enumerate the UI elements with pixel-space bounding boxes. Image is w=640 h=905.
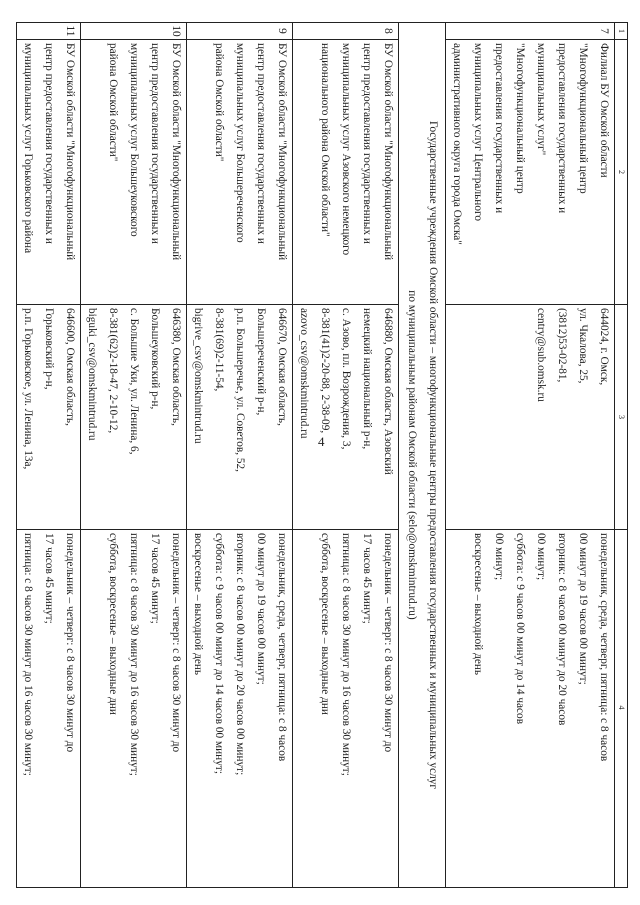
text-line: суббота, воскресенье – выходные дни: [107, 533, 119, 715]
address-contacts: [293, 304, 398, 529]
table-row: [293, 23, 399, 887]
text-line: пятница: с 8 часов 30 минут до 16 часов 30 минут;: [128, 533, 140, 776]
column-number: 1: [617, 29, 626, 33]
text-line: с. Большие Уки, ул. Ленина, 6,: [128, 308, 140, 455]
text-line: района Омской области": [213, 43, 225, 162]
text-line: ул. Чкалова, 25,: [577, 308, 589, 384]
address-contacts: [187, 304, 292, 529]
text-line: административного округа города Омска": [451, 43, 463, 245]
address-contacts: [81, 304, 186, 529]
text-line: 646880, Омская область, Азовский: [382, 308, 394, 475]
text-line: 00 минут;: [535, 533, 547, 581]
text-line: по муниципальным районам Омской области (selo@omskmintrud.ru): [406, 290, 418, 620]
text-line: 00 минут;: [493, 533, 505, 581]
table-row: [187, 23, 293, 887]
row-number: 10: [170, 25, 182, 37]
text-line: муниципальных услуг Большеуковского: [128, 43, 140, 237]
text-line: центр предоставления государственных и: [43, 43, 55, 244]
text-line: 644024, г. Омск,: [598, 308, 610, 386]
institution-name: [446, 39, 614, 304]
column-number: 4: [615, 529, 627, 885]
text-line: района Омской области": [107, 43, 119, 162]
email-link: bigukі_csv@omskmintrud.ru: [86, 308, 98, 441]
email-link: bigrive_csv@omskmintrud.ru: [192, 308, 204, 444]
text-line: БУ Омской области "Многофункциональный: [276, 43, 288, 261]
text-line: суббота, воскресенье – выходные дни: [319, 533, 331, 715]
text-line: предоставления государственных и: [493, 43, 505, 214]
column-number: 2: [615, 39, 627, 304]
text-line: Горьковский р-н,: [43, 308, 55, 390]
text-line: "Многофункциональный центр: [577, 43, 589, 194]
text-line: "Многофункциональный центр: [514, 43, 526, 194]
column-number: 3: [615, 304, 627, 529]
text-line: (3812)53-02-81,: [556, 308, 568, 383]
text-line: понедельник – четверг: с 8 часов 30 минут до: [170, 533, 182, 753]
rotated-page: [22, 0, 640, 905]
text-line: понедельник – четверг: с 8 часов 30 минут до: [64, 533, 76, 753]
text-line: суббота: с 9 часов 00 минут до 14 часов 00 минут;: [213, 533, 225, 774]
text-line: Большереченский р-н,: [255, 308, 267, 416]
text-line: Филиал БУ Омской области: [598, 43, 610, 178]
page-number: 4: [318, 434, 325, 449]
text-line: 646600, Омская область,: [64, 308, 76, 426]
text-line: центр предоставления государственных и: [255, 43, 267, 244]
institution-name: [81, 39, 186, 304]
text-line: 8-381(69)2-11-54,: [213, 308, 225, 392]
text-line: 646670, Омская область,: [276, 308, 288, 426]
text-line: Государственные учреждения Омской области – многофункциональные центры предоставления государственных и муниципальных услуг: [427, 120, 439, 790]
working-hours: [187, 529, 292, 885]
institution-name: [187, 39, 292, 304]
text-line: муниципальных услуг Большереченского: [234, 43, 246, 243]
text-line: муниципальных услуг Центрального: [472, 43, 484, 221]
email-link: azovo_csv@omskmintrud.ru: [298, 308, 310, 439]
text-line: 00 минут до 19 часов 00 минут;: [255, 533, 267, 685]
text-line: БУ Омской области "Многофункциональный: [170, 43, 182, 261]
text-line: 17 часов 45 минут;: [149, 533, 161, 624]
institution-name: [293, 39, 398, 304]
text-line: 17 часов 45 минут;: [43, 533, 55, 624]
text-line: 17 часов 45 минут;: [361, 533, 373, 624]
working-hours: [81, 529, 186, 885]
text-line: БУ Омской области "Многофункциональный: [382, 43, 394, 261]
text-line: БУ Омской области "Многофункциональный: [64, 43, 76, 261]
text-line: понедельник, среда, четверг, пятница: с 8 часов: [276, 533, 288, 762]
text-line: центр предоставления государственных и: [149, 43, 161, 244]
text-line: воскресенье – выходной день: [192, 533, 204, 676]
text-line: предоставления государственных и: [556, 43, 568, 214]
working-hours: [17, 529, 80, 885]
working-hours: [446, 529, 614, 885]
text-line: суббота: с 9 часов 00 минут до 14 часов: [514, 533, 526, 725]
text-line: р.п. Большеречье, ул. Советов, 52,: [234, 308, 246, 472]
working-hours: [293, 529, 398, 885]
mfc-table: [16, 22, 628, 888]
text-line: муниципальных услуг Горьковского района: [22, 43, 34, 254]
address-contacts: [17, 304, 80, 529]
column-number-row: [615, 23, 627, 887]
text-line: немецкий национальный р-н,: [361, 308, 373, 450]
table-row: [81, 23, 187, 887]
text-line: с. Азово, пл. Возрождения, 3,: [340, 308, 352, 450]
text-line: р.п. Горьковское, ул. Ленина, 13а,: [22, 308, 34, 470]
text-line: воскресенье – выходной день: [472, 533, 484, 676]
row-number: 11: [64, 25, 76, 37]
text-line: понедельник, среда, четверг, пятница: с 8 часов: [598, 533, 610, 762]
row-number: 9: [276, 28, 288, 34]
row-number: 8: [382, 28, 394, 34]
text-line: 8-381(62)2-18-47, 2-10-12,: [107, 308, 119, 434]
text-line: вторник: с 8 часов 00 минут до 20 часов: [556, 533, 568, 726]
institution-name: [17, 39, 80, 304]
text-line: пятница: с 8 часов 30 минут до 16 часов 30 минут;: [22, 533, 34, 776]
email-link: centry@sub.omsk.ru: [535, 308, 547, 402]
table-row: [446, 23, 615, 887]
text-line: муниципальных услуг Азовского немецкого: [340, 43, 352, 256]
address-contacts: [446, 304, 614, 529]
text-line: Большеуковский р-н,: [149, 308, 161, 410]
table-row: [17, 23, 81, 887]
text-line: пятница: с 8 часов 30 минут до 16 часов 30 минут;: [340, 533, 352, 776]
row-number: 7: [598, 28, 610, 34]
text-line: понедельник – четверг: с 8 часов 30 минут до: [382, 533, 394, 753]
section-heading: [399, 23, 446, 887]
text-line: центр предоставления государственных и: [361, 43, 373, 244]
text-line: 8-381(41)2-20-88, 2-38-09,: [319, 308, 331, 434]
text-line: вторник: с 8 часов 00 минут до 20 часов 00 минут;: [234, 533, 246, 776]
text-line: 646380, Омская область,: [170, 308, 182, 426]
text-line: муниципальных услуг": [535, 43, 547, 156]
text-line: национального района Омской области": [319, 43, 331, 237]
text-line: 00 минут до 19 часов 00 минут;: [577, 533, 589, 685]
